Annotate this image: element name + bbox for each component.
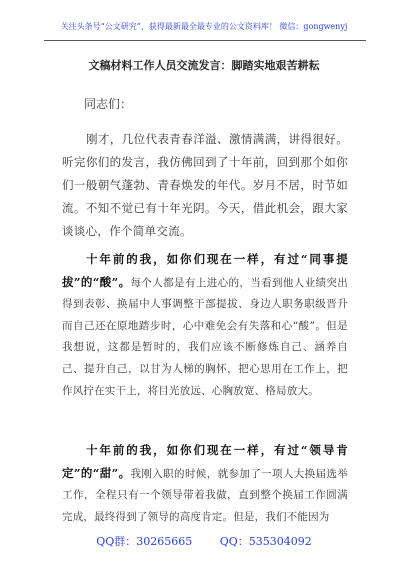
paragraph-1: 刚才，几位代表青春洋溢、激情满满，讲得很好。听完你们的发言，我仿佛回到了十年前，回到那个如你们一般朝气蓬勃、青春焕发的年代。岁月不居，时节如流。不知不觉已有十年光阴。今天，借此机会，跟大家谈谈心，作个简单交流。 (62, 132, 348, 238)
header-notice: 关注头条号“公文研究”，获得最新最全最专业的公文资料库！ 微信：gongwenyj (60, 22, 348, 31)
salutation: 同志们： (84, 97, 133, 111)
document-title: 文稿材料工作人员交流发言：脚踏实地艰苦耕耘 (88, 59, 320, 72)
paragraph-3-lead: 十年前的我，如你们现在一样，有过“领导肯定”的“甜”。 (62, 443, 348, 480)
paragraph-2-lead: 十年前的我，如你们现在一样，有过“同事提拔”的“酸”。 (62, 252, 348, 289)
paragraph-2-body: 每个人都是有上进心的，当看到他人业绩突出得到表彰、换届中人事调整干部提拔、身边人职务职级晋升而自己还在原地踏步时，心中难免会有失落和心“酸”。但是我想说，这都是暂时的，我们应该不断修炼自己、涵养自己、提升自己，以甘为人梯的胸怀，把心思用在工作上，把作风拧在实干上，将目光放远、心胸放宽、格局放大。 (62, 276, 349, 397)
footer-contact (0, 535, 408, 549)
footer-qq-group: QQ群：30265665 (96, 535, 193, 548)
paragraph-2 (62, 249, 348, 402)
footer-qq: QQ：535304092 (219, 535, 312, 548)
header-divider (44, 40, 366, 41)
paragraph-3 (62, 440, 348, 528)
paragraph-3-body: 我刚入职的时候，就参加了一项人大换届选举工作，全程只有一个领导带着我做，直到整个换届工作圆满完成，最终得到了领导的高度肯定。但是，我们不能因为 (62, 467, 349, 523)
